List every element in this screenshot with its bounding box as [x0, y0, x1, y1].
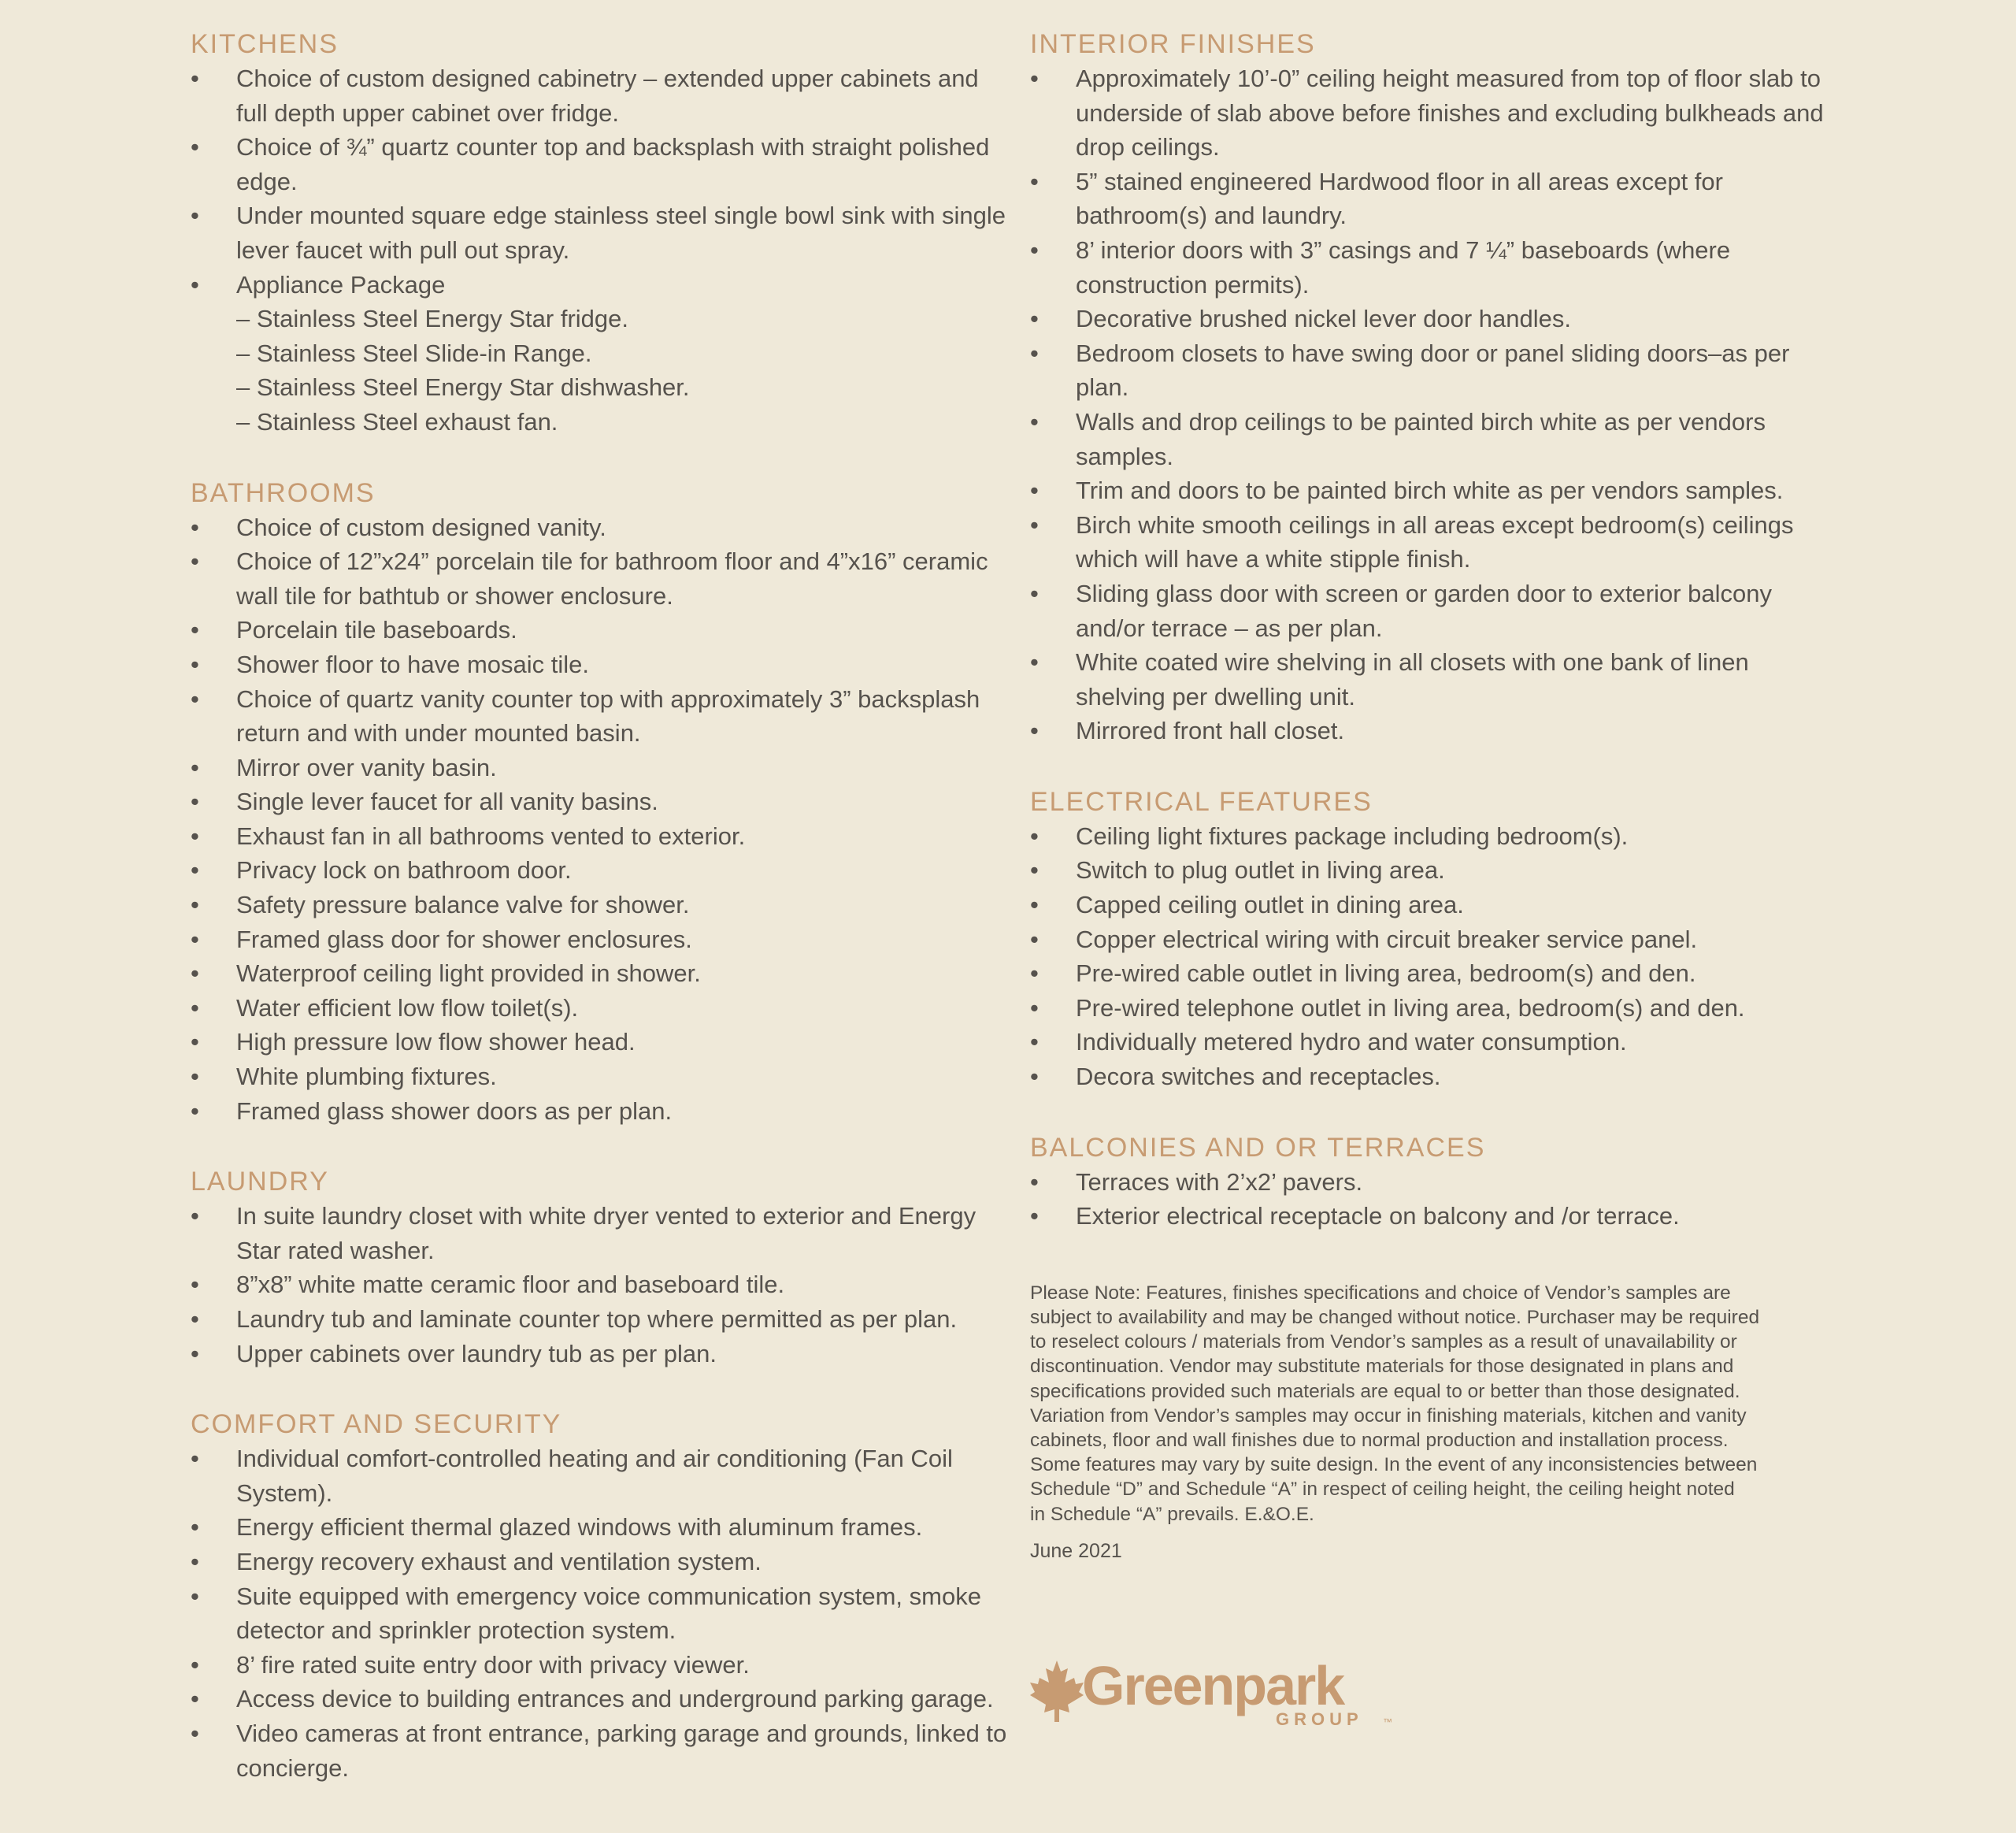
greenpark-logo — [1030, 1646, 1408, 1733]
list-item-text: Energy recovery exhaust and ventilation system. — [236, 1547, 762, 1575]
list-item-text: White plumbing fixtures. — [236, 1063, 497, 1091]
sub-item: – Stainless Steel Slide-in Range. — [236, 339, 592, 367]
list-item — [1030, 714, 1841, 748]
section-heading: BALCONIES AND OR TERRACES — [1030, 1132, 1486, 1163]
list-item-text: Pre-wired telephone outlet in living area, bedroom(s) and den. — [1076, 993, 1745, 1022]
list-item-text: Switch to plug outlet in living area. — [1076, 856, 1445, 885]
list-item-text: Access device to building entrances and underground parking garage. — [236, 1685, 994, 1713]
list-item — [191, 1545, 1010, 1579]
list-item — [1030, 61, 1841, 165]
list-item-text: Approximately 10’-0” ceiling height measured from top of floor slab to underside of slab above before finishes and excluding bulkheads and drop ceilings. — [1076, 65, 1824, 161]
list-item — [191, 199, 1010, 267]
list-item-text: Individually metered hydro and water consumption. — [1076, 1028, 1627, 1056]
list-item — [191, 682, 1010, 751]
disclaimer-note — [1030, 1281, 1841, 1564]
maple-leaf-icon — [1030, 1660, 1084, 1722]
list-item — [191, 544, 1010, 613]
feature-list — [1030, 1165, 1841, 1234]
list-item — [191, 1716, 1010, 1785]
list-item — [191, 751, 1010, 785]
feature-list — [191, 1199, 1010, 1371]
list-item — [1030, 577, 1841, 645]
list-item — [191, 1302, 1010, 1337]
note-line: discontinuation. Vendor may substitute materials for those designated in plans and — [1030, 1356, 1734, 1378]
list-item — [191, 785, 1010, 819]
list-item — [1030, 853, 1841, 888]
section-heading: ELECTRICAL FEATURES — [1030, 786, 1373, 817]
list-item-text: Energy efficient thermal glazed windows with aluminum frames. — [236, 1513, 923, 1542]
list-item-text: Water efficient low flow toilet(s). — [236, 993, 579, 1022]
list-item-text: Privacy lock on bathroom door. — [236, 856, 572, 885]
list-item — [1030, 888, 1841, 922]
list-item — [1030, 302, 1841, 336]
feature-list — [191, 510, 1010, 1129]
note-line: subject to availability and may be changed without notice. Purchaser may be required — [1030, 1307, 1760, 1329]
list-item-text: Pre-wired cable outlet in living area, bedroom(s) and den. — [1076, 959, 1696, 988]
list-item — [191, 647, 1010, 682]
section-heading: COMFORT AND SECURITY — [191, 1409, 562, 1440]
list-item — [191, 1199, 1010, 1267]
list-item — [191, 268, 1010, 440]
feature-list — [1030, 819, 1841, 1094]
list-item — [1030, 405, 1841, 473]
list-item — [191, 1059, 1010, 1094]
note-line: specifications provided such materials are equal to or better than those designated. — [1030, 1380, 1740, 1402]
section-electrical-features — [1030, 785, 1841, 1094]
list-item — [191, 510, 1010, 545]
list-item — [191, 1510, 1010, 1545]
list-item — [1030, 165, 1841, 233]
note-line: in Schedule “A” prevails. E.&O.E. — [1030, 1503, 1314, 1525]
list-item — [1030, 1199, 1841, 1234]
list-item-text: Decora switches and receptacles. — [1076, 1063, 1441, 1091]
list-item-text: Shower floor to have mosaic tile. — [236, 650, 589, 678]
list-item-text: Upper cabinets over laundry tub as per plan. — [236, 1339, 717, 1367]
list-item — [1030, 473, 1841, 508]
list-item — [191, 991, 1010, 1026]
list-item — [191, 1267, 1010, 1302]
list-item-text: Suite equipped with emergency voice communication system, smoke detector and sprinkler protection system. — [236, 1582, 981, 1645]
list-item-text: White coated wire shelving in all closets with one bank of linen shelving per dwelling unit. — [1076, 648, 1749, 711]
list-item — [1030, 819, 1841, 854]
list-item-text: Walls and drop ceilings to be painted birch white as per vendors samples. — [1076, 407, 1766, 470]
list-item-text: 5” stained engineered Hardwood floor in all areas except for bathroom(s) and laundry. — [1076, 167, 1723, 230]
list-item-text: Terraces with 2’x2’ pavers. — [1076, 1167, 1363, 1196]
list-item-text: Trim and doors to be painted birch white as per vendors samples. — [1076, 477, 1784, 505]
list-item-text: In suite laundry closet with white dryer vented to exterior and Energy Star rated washer. — [236, 1202, 976, 1264]
logo-name: Greenpark — [1082, 1655, 1344, 1716]
list-item — [1030, 922, 1841, 957]
list-item-text: Choice of quartz vanity counter top with approximately 3” backsplash return and with under mounted basin. — [236, 685, 980, 748]
list-item-text: Birch white smooth ceilings in all areas except bedroom(s) ceilings which will have a white stipple finish. — [1076, 510, 1794, 573]
list-item-text: Choice of 12”x24” porcelain tile for bathroom floor and 4”x16” ceramic wall tile for bathtub or shower enclosure. — [236, 547, 988, 610]
list-item — [191, 819, 1010, 854]
feature-list — [1030, 61, 1841, 748]
list-item-text: Appliance Package — [236, 270, 446, 299]
section-kitchens — [191, 27, 1010, 440]
list-item-text: Choice of custom designed vanity. — [236, 513, 606, 541]
list-item-text: Exhaust fan in all bathrooms vented to exterior. — [236, 822, 746, 850]
note-text — [1030, 1281, 1841, 1527]
sub-item: – Stainless Steel exhaust fan. — [236, 407, 558, 436]
sub-item: – Stainless Steel Energy Star dishwasher. — [236, 373, 690, 402]
list-item-text: Copper electrical wiring with circuit breaker service panel. — [1076, 925, 1698, 953]
list-item-text: Single lever faucet for all vanity basins. — [236, 788, 658, 816]
list-item-text: Safety pressure balance valve for shower. — [236, 891, 690, 919]
note-line: cabinets, floor and wall finishes due to normal production and installation process. — [1030, 1430, 1729, 1452]
list-item — [1030, 645, 1841, 714]
logo-group: GROUP — [1276, 1709, 1363, 1729]
section-heading: INTERIOR FINISHES — [1030, 29, 1316, 59]
list-item-text: Laundry tub and laminate counter top where permitted as per plan. — [236, 1305, 958, 1333]
right-column — [1030, 27, 1841, 1564]
list-item — [191, 1682, 1010, 1716]
list-item — [191, 1337, 1010, 1371]
list-item-text: 8’ fire rated suite entry door with privacy viewer. — [236, 1650, 750, 1679]
list-item — [191, 922, 1010, 957]
list-item — [1030, 956, 1841, 991]
section-interior-finishes — [1030, 27, 1841, 748]
list-item-text: Ceiling light fixtures package including bedroom(s). — [1076, 822, 1629, 850]
section-heading: KITCHENS — [191, 29, 339, 59]
list-item-text: Sliding glass door with screen or garden door to exterior balcony and/or terrace – as per plan. — [1076, 579, 1772, 642]
section-balconies-and-or-terraces — [1030, 1130, 1841, 1234]
list-item-text: Choice of ¾” quartz counter top and backsplash with straight polished edge. — [236, 133, 990, 195]
list-item — [191, 1579, 1010, 1648]
note-line: Some features may vary by suite design. In the event of any inconsistencies between — [1030, 1454, 1758, 1476]
list-item-text: Exterior electrical receptacle on balcony and /or terrace. — [1076, 1202, 1680, 1230]
list-item — [1030, 991, 1841, 1026]
list-item-text: Bedroom closets to have swing door or panel sliding doors–as per plan. — [1076, 339, 1790, 402]
note-line: Variation from Vendor’s samples may occur in finishing materials, kitchen and vanity — [1030, 1404, 1747, 1427]
list-item-text: Choice of custom designed cabinetry – extended upper cabinets and full depth upper cabinet over fridge. — [236, 65, 979, 127]
feature-list — [191, 1442, 1010, 1785]
list-item-text: Waterproof ceiling light provided in shower. — [236, 959, 701, 988]
list-item — [191, 888, 1010, 922]
list-item — [191, 1648, 1010, 1683]
section-heading: BATHROOMS — [191, 477, 376, 508]
list-item — [191, 613, 1010, 647]
list-item — [191, 61, 1010, 130]
left-column — [191, 27, 1010, 1821]
sub-item: – Stainless Steel Energy Star fridge. — [236, 305, 628, 333]
list-item-text: Mirrored front hall closet. — [1076, 717, 1345, 745]
section-bathrooms — [191, 476, 1010, 1129]
note-line: Schedule “D” and Schedule “A” in respect of ceiling height, the ceiling height noted — [1030, 1479, 1735, 1501]
list-item — [191, 956, 1010, 991]
list-item-text: 8’ interior doors with 3” casings and 7 ¼” baseboards (where construction permits). — [1076, 236, 1731, 299]
list-item — [1030, 1165, 1841, 1200]
list-item-text: Video cameras at front entrance, parking garage and grounds, linked to concierge. — [236, 1719, 1007, 1782]
list-item-text: Individual comfort-controlled heating and air conditioning (Fan Coil System). — [236, 1445, 953, 1507]
list-item-text: Capped ceiling outlet in dining area. — [1076, 891, 1464, 919]
list-item-text: High pressure low flow shower head. — [236, 1028, 636, 1056]
list-item — [1030, 1059, 1841, 1094]
feature-list — [191, 61, 1010, 440]
note-line: to reselect colours / materials from Vendor’s samples as a result of unavailability or — [1030, 1331, 1737, 1353]
note-date: June 2021 — [1030, 1539, 1122, 1562]
section-laundry — [191, 1164, 1010, 1371]
list-item-text: Framed glass shower doors as per plan. — [236, 1096, 673, 1125]
list-item-text: Porcelain tile baseboards. — [236, 616, 517, 644]
list-item — [1030, 1025, 1841, 1059]
list-item-text: Framed glass door for shower enclosures. — [236, 925, 692, 953]
list-item-text: Mirror over vanity basin. — [236, 753, 497, 781]
list-item — [191, 1025, 1010, 1059]
list-item-text: Under mounted square edge stainless steel single bowl sink with single lever faucet with pull out spray. — [236, 202, 1006, 264]
list-item — [1030, 508, 1841, 577]
section-comfort-and-security — [191, 1407, 1010, 1785]
list-item-text: 8”x8” white matte ceramic floor and baseboard tile. — [236, 1271, 785, 1299]
section-heading: LAUNDRY — [191, 1167, 329, 1197]
list-item — [191, 130, 1010, 199]
right-sections — [1030, 27, 1841, 1234]
list-item — [191, 853, 1010, 888]
list-item — [191, 1442, 1010, 1510]
logo-trademark: ™ — [1383, 1716, 1392, 1727]
list-item — [1030, 336, 1841, 405]
list-item — [191, 1094, 1010, 1129]
list-item-text: Decorative brushed nickel lever door handles. — [1076, 305, 1571, 333]
note-line: Please Note: Features, finishes specifications and choice of Vendor’s samples are — [1030, 1282, 1731, 1304]
list-item — [1030, 233, 1841, 302]
